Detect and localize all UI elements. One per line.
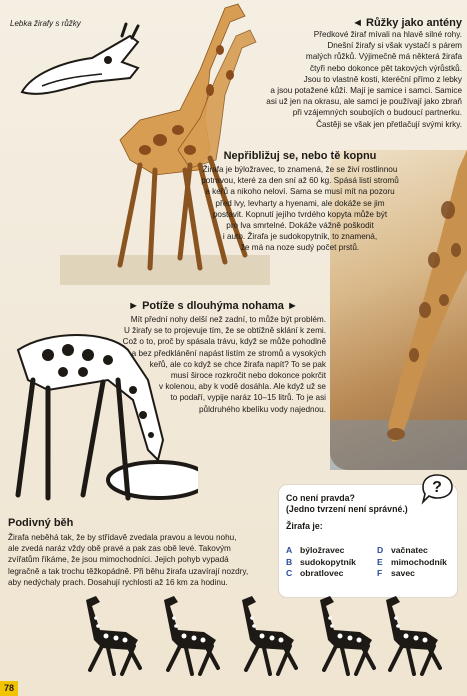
text-line: Žirafa neběhá tak, že by střídavě zvedala pravou a levou nohu, (8, 533, 237, 542)
bubble-mark: ? (432, 479, 442, 496)
section-podivny (8, 517, 278, 588)
section-title: Nepřibližuj se, nebo tě kopnu (223, 150, 377, 162)
text-line: Častěji se však jen přetlačují svými krky. (316, 119, 462, 129)
section-ruzky (205, 17, 462, 130)
text-line: ale zvedá naráz vždy obě pravé a pak zas obě levé. Takovým (8, 544, 231, 554)
text-line: před lvy, levharty a hyenami, ale dokáže se jim (215, 198, 385, 208)
quiz-option-f[interactable]: F savec (377, 568, 415, 578)
text-line: postavit. Kopnutí jejího tvrdého kopyta může být (212, 209, 388, 219)
text-line: Mít přední nohy delší než zadní, to může být problém. (130, 315, 326, 324)
quiz-option-e[interactable]: E mimochodník (377, 556, 447, 567)
text-line: malých růžků. Výjimečně má některá žirafa (305, 52, 462, 62)
quiz-option-d[interactable]: D vačnatec (377, 545, 428, 555)
quiz-option-c[interactable]: C obratlovec (286, 568, 344, 578)
section-nepribliz (200, 150, 400, 254)
running-giraffe-1 (86, 596, 140, 674)
text-line: asi už jen na okrasu, ale samci je používají jako zbraň (266, 97, 462, 107)
running-giraffe-3 (242, 596, 296, 674)
skull-caption: Lebka žirafy s růžky (10, 19, 81, 28)
text-line: pro lva smrtelné. Dokáže vážně poškodit (226, 221, 374, 231)
section-potize (100, 300, 326, 415)
text-line: půldruhého kbelíku vody najednou. (198, 404, 326, 414)
text-line: U žirafy se to projevuje tím, že se obtížně sklání k zemi. (123, 326, 326, 336)
text-line: Předkové žiraf mívali na hlavě silné rohy. (313, 30, 462, 39)
text-line: potravou, které za den sní až 60 kg. Spásá listí stromů (201, 176, 399, 186)
giraffe-skull-drawing (12, 22, 152, 102)
section-title: ► Potíže s dlouhýma nohama ► (128, 300, 298, 312)
running-giraffe-4 (320, 596, 374, 674)
text-line: při vzájemných soubojích o budoucí partnerku. (292, 108, 462, 118)
text-line: v kolenou, aby k vodě dosáhla. Ale když už se (158, 382, 326, 392)
text-line: Což o to, proč by spásala trávu, když se může pohodlně (122, 337, 326, 347)
quiz-question: Co není pravda? (286, 493, 355, 503)
quiz-prompt: Žirafa je: (286, 521, 323, 531)
page-number: 78 (0, 681, 18, 696)
text-line: musí široce rozkročit nebo dokonce pokrčit (170, 371, 326, 381)
text-line: i auto. Žirafa je sudokopytník, to znamená, (222, 232, 378, 242)
text-line: keřů, ale co když se chce žirafa napít? To se pak (149, 359, 326, 369)
text-line: Žirafa je býložravec, to znamená, že se živí rostlinnou (202, 165, 398, 174)
text-line: a bez předklánění napást listím ze stromů a vysokých (131, 348, 326, 358)
running-giraffe-5 (386, 596, 440, 674)
text-line: zvířatům říkáme, že jsou mimochodníci. Jejich pohyb vypadá (8, 555, 229, 565)
question-bubble-icon (419, 473, 455, 505)
quiz-option-a[interactable]: A býložravec (286, 545, 345, 555)
running-giraffe-2 (164, 596, 218, 674)
section-title: Podivný běh (8, 517, 74, 529)
quiz-question-note: (Jedno tvrzení není správné.) (286, 504, 408, 514)
text-line: aby nedýchaly prach. Dosahují rychlosti až 16 km za hodinu. (8, 577, 228, 587)
text-line: Dnešní žirafy si však vystačí s párem (327, 41, 462, 51)
text-line: že má na noze sudý počet prstů. (240, 243, 360, 253)
quiz-option-b[interactable]: B sudokopytník (286, 556, 356, 567)
text-line: Jsou to vlastně kosti, kteréční přímo z lebky (303, 74, 462, 84)
quiz-box (279, 479, 457, 597)
text-line: čtyři nebo dokonce pět takových výrůstků. (309, 63, 462, 73)
text-line: to podaří, vypije naráz 10–15 litrů. To je asi (170, 393, 326, 403)
running-giraffes-sequence (80, 582, 460, 682)
section-title: ◄ Růžky jako antény (352, 17, 462, 29)
text-line: legračně a tak trochu těžkopádně. Při běhu žirafa uzavírají nozdry, (8, 566, 249, 576)
text-line: a keřů a nikoho neloví. Sama se musí mít na pozoru (205, 187, 395, 197)
text-line: a jsou potažené kůží. Mají je samice i samci. Samice (270, 86, 462, 96)
